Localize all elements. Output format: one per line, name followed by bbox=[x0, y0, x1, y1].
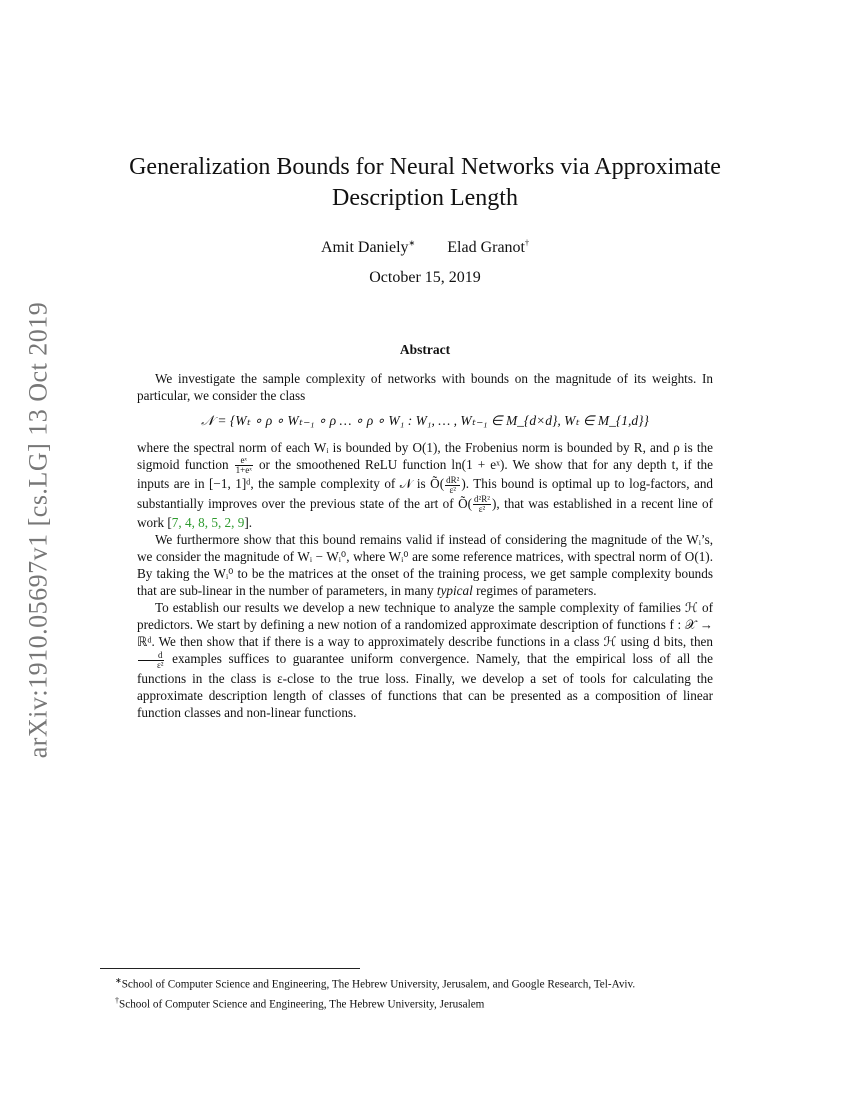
fraction-denominator: ε² bbox=[449, 484, 456, 495]
author-name: Elad Granot bbox=[447, 239, 525, 257]
fraction-denominator: ε² bbox=[157, 659, 164, 670]
arxiv-identifier: arXiv:1910.05697v1 [cs.LG] 13 Oct 2019 bbox=[23, 301, 53, 759]
abstract-paragraph bbox=[137, 370, 713, 404]
abstract-text: where the spectral norm of each Wᵢ is bounded by O(1), the Frobenius norm is bounded by R, and ρ is the sigmoid function bbox=[137, 440, 713, 472]
paper-title bbox=[100, 152, 750, 214]
footnote-text: School of Computer Science and Engineering, The Hebrew University, Jerusalem, and Google Research, Tel-Aviv. bbox=[121, 978, 636, 991]
fraction-numerator: d bbox=[138, 651, 164, 661]
footnote bbox=[115, 993, 795, 1013]
abstract-heading: Abstract bbox=[399, 342, 451, 357]
abstract-text: We furthermore show that this bound remains valid if instead of considering the magnitude of the Wᵢ’s, we consider the magnitude of Wᵢ − Wᵢ⁰, where Wᵢ⁰ are some reference matrices, with spectral norm of O(1). By taking the Wᵢ⁰ to be the matrices at the onset of the training process, we get sample complexity bounds that are sub-linear in the number of parameters, in many bbox=[137, 532, 713, 599]
fraction-numerator: d²R² bbox=[474, 494, 490, 505]
fraction-numerator: dR² bbox=[446, 474, 460, 485]
abstract-paragraph bbox=[137, 599, 713, 720]
samples-fraction bbox=[138, 651, 164, 670]
abstract-text: We investigate the sample complexity of networks with bounds on the magnitude of its weights. In particular, we consider the class bbox=[137, 371, 713, 403]
abstract-paragraph: where the spectral norm of each Wᵢ is bounded by O(1), the Frobenius norm is bounded by R, and ρ is the sigmoid function $\frac{\text{eˣ}}{\text{1+eˣ}}$ or the smoothened ReLU function ln(1 + eˣ). We show that for any depth t, if the inputs are in [−1, 1]ᵈ, the sample complexity of 𝒩 is Õ( $\frac{\text{dR²}}{\text{ε²}}$ ). This bound is optimal up to log-factors, and substantially improves over the previous state of the art of Õ( $\frac{\text{d²R²}}{\text{ε²}}$ ), that was established in a recent line of work [7, 4, 8, 5, 2, 9]. bbox=[137, 440, 714, 531]
footnotes bbox=[115, 973, 795, 1012]
footnote-mark: ∗ bbox=[115, 976, 122, 985]
author-mark: † bbox=[525, 239, 529, 248]
abstract-text: regimes of parameters. bbox=[476, 583, 597, 599]
fraction-denominator: ε² bbox=[478, 504, 486, 515]
author bbox=[321, 239, 415, 256]
abstract-body bbox=[137, 370, 713, 721]
abstract-text: examples suffices to guarantee uniform convergence. Namely, that the empirical loss of all the functions in the class is ε-close to the true loss. Finally, we develop a set of tools for calculating the approximate description length of classes of functions that can be presented as a composition of linear function classes and non-linear functions. bbox=[137, 651, 714, 720]
previous-bound-fraction bbox=[473, 495, 491, 514]
class-definition-equation: 𝒩 = {Wₜ ∘ ρ ∘ Wₜ₋₁ ∘ ρ … ∘ ρ ∘ W₁ : W₁, … , Wₜ₋₁ ∈ M_{d×d}, Wₜ ∈ M_{1,d}} bbox=[201, 413, 649, 428]
author-name: Amit Daniely bbox=[321, 239, 409, 257]
arxiv-side-stamp bbox=[8, 300, 68, 760]
abstract-paragraph bbox=[137, 531, 713, 599]
sigmoid-fraction bbox=[235, 456, 253, 475]
footnote bbox=[115, 973, 795, 993]
author-list bbox=[100, 234, 750, 258]
author-mark: ∗ bbox=[408, 239, 416, 248]
citation-links[interactable]: 7, 4, 8, 5, 2, 9 bbox=[171, 515, 245, 531]
footnote-text: School of Computer Science and Engineering, The Hebrew University, Jerusalem bbox=[119, 998, 485, 1011]
emphasized-word: typical bbox=[436, 583, 473, 599]
abstract-text: ]. bbox=[244, 515, 253, 531]
abstract-text: or the smoothened ReLU function ln(1 + eˣ). We show that for any depth t, if the inputs are in [−1, 1]ᵈ, the sample complexity of 𝒩 is Õ bbox=[137, 457, 714, 492]
author bbox=[447, 239, 529, 256]
publication-date: October 15, 2019 bbox=[369, 269, 481, 286]
abstract-text: , that was established in a recent line of work [ bbox=[137, 495, 713, 531]
abstract-text: To establish our results we develop a new technique to analyze the sample complexity of families ℋ of predictors. We start by defining a new notion of a randomized approximate description of functions f : 𝒳 → ℝᵈ. We then show that if there is a way to approximately describe functions in a class ℋ using d bits, then bbox=[137, 600, 713, 650]
footnote-mark: † bbox=[115, 995, 119, 1005]
fraction-denominator: 1+eˣ bbox=[235, 465, 252, 476]
fraction-numerator: eˣ bbox=[235, 456, 253, 466]
abstract-text: . This bound is optimal up to log-factors, and substantially improves over the previous state of the art of Õ bbox=[137, 476, 714, 511]
title-line-2: Description Length bbox=[332, 185, 518, 211]
bound-fraction bbox=[445, 476, 460, 495]
title-line-1: Generalization Bounds for Neural Networks via Approximate bbox=[129, 154, 721, 180]
footnote-divider bbox=[100, 968, 360, 969]
